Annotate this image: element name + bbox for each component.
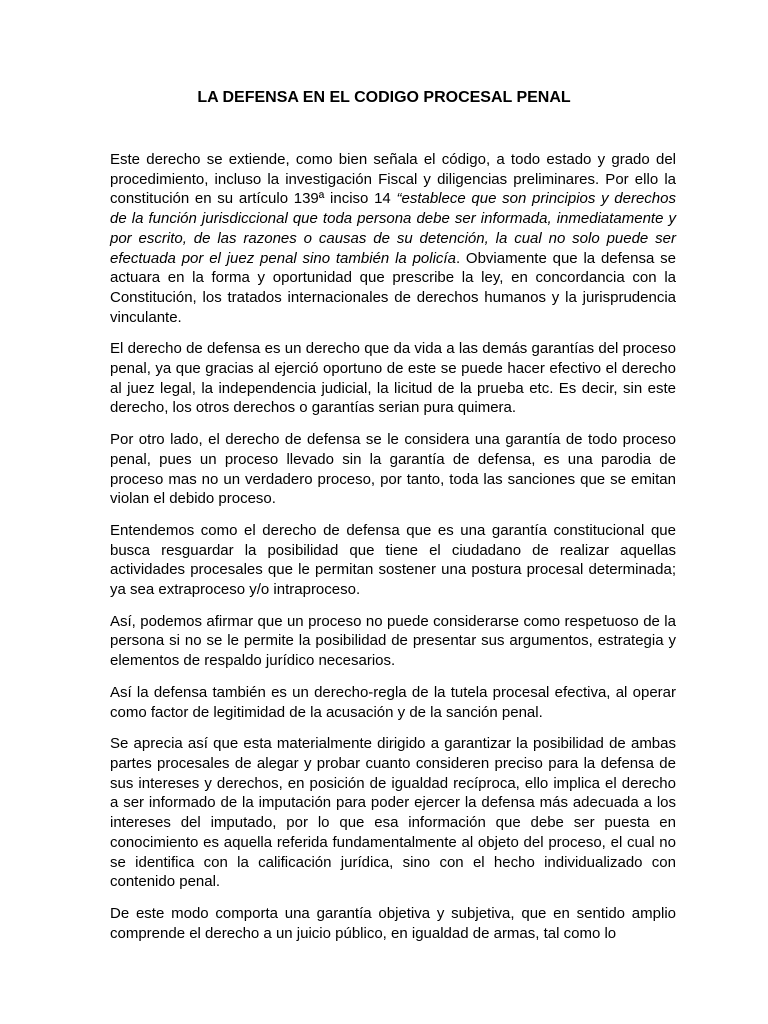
paragraph-6: Así la defensa también es un derecho-regla de la tutela procesal efectiva, al operar como factor de legitimidad de la acusación y de la sanción penal. bbox=[110, 683, 676, 721]
paragraph-4: Entendemos como el derecho de defensa que es una garantía constitucional que busca resguardar la posibilidad que tiene el ciudadano de realizar aquellas actividades procesales que le permitan sostener una postura procesal determinada; ya sea extraproceso y/o intraproceso. bbox=[110, 521, 676, 599]
paragraph-3: Por otro lado, el derecho de defensa se le considera una garantía de todo proceso penal, pues un proceso llevado sin la garantía de defensa, es una parodia de proceso mas no un verdadero proceso, por tanto, toda las sanciones que se emitan violan el debido proceso. bbox=[110, 431, 676, 508]
document-title: LA DEFENSA EN EL CODIGO PROCESAL PENAL bbox=[197, 89, 571, 106]
paragraph-1-quote: “establece que son principios y derechos de la función jurisdiccional que toda persona debe ser informada, inmediatamente y por escrito, de las razones o causas de su detención, la cual no solo puede ser efectuada por el juez penal sino también la policía bbox=[110, 190, 676, 267]
paragraph-1-text: Este derecho se extiende, como bien señala el código, a todo estado y grado del procedimiento, incluso la investigación Fiscal y diligencias preliminares. Por ello la constitución en su artículo 139ª inciso 14 bbox=[110, 151, 676, 208]
paragraph-1 bbox=[110, 150, 676, 327]
paragraph-1-continuation: . Obviamente que la defensa se actuara en la forma y oportunidad que prescribe la ley, en concordancia con la Constitución, los tratados internacionales de derechos humanos y la jurisprudencia vinculante. bbox=[110, 249, 676, 326]
paragraph-7: Se aprecia así que esta materialmente dirigido a garantizar la posibilidad de ambas partes procesales de alegar y probar cuanto consideren preciso para la defensa de sus intereses y derechos, en posición de igualdad recíproca, ello implica el derecho a ser informado de la imputación para poder ejercer la defensa más adecuada a los intereses del imputado, por lo que esa información que debe ser puesta en conocimiento es aquella referida fundamentalmente al objeto del proceso, el cual no se identifica con la calificación jurídica, sino con el hecho individualizado con contenido penal. bbox=[110, 735, 676, 891]
paragraph-5: Así, podemos afirmar que un proceso no puede considerarse como respetuoso de la persona si no se le permite la posibilidad de presentar sus argumentos, estrategia y elementos de respaldo jurídico necesarios. bbox=[110, 612, 676, 670]
document-body bbox=[110, 150, 676, 955]
paragraph-8: De este modo comporta una garantía objetiva y subjetiva, que en sentido amplio comprende el derecho a un juicio público, en igualdad de armas, tal como lo bbox=[110, 904, 676, 942]
paragraph-2: El derecho de defensa es un derecho que da vida a las demás garantías del proceso penal, ya que gracias al ejerció oportuno de este se puede hacer efectivo el derecho al juez legal, la independencia judicial, la licitud de la prueba etc. Es decir, sin este derecho, los otros derechos o garantías serian pura quimera. bbox=[110, 340, 676, 417]
